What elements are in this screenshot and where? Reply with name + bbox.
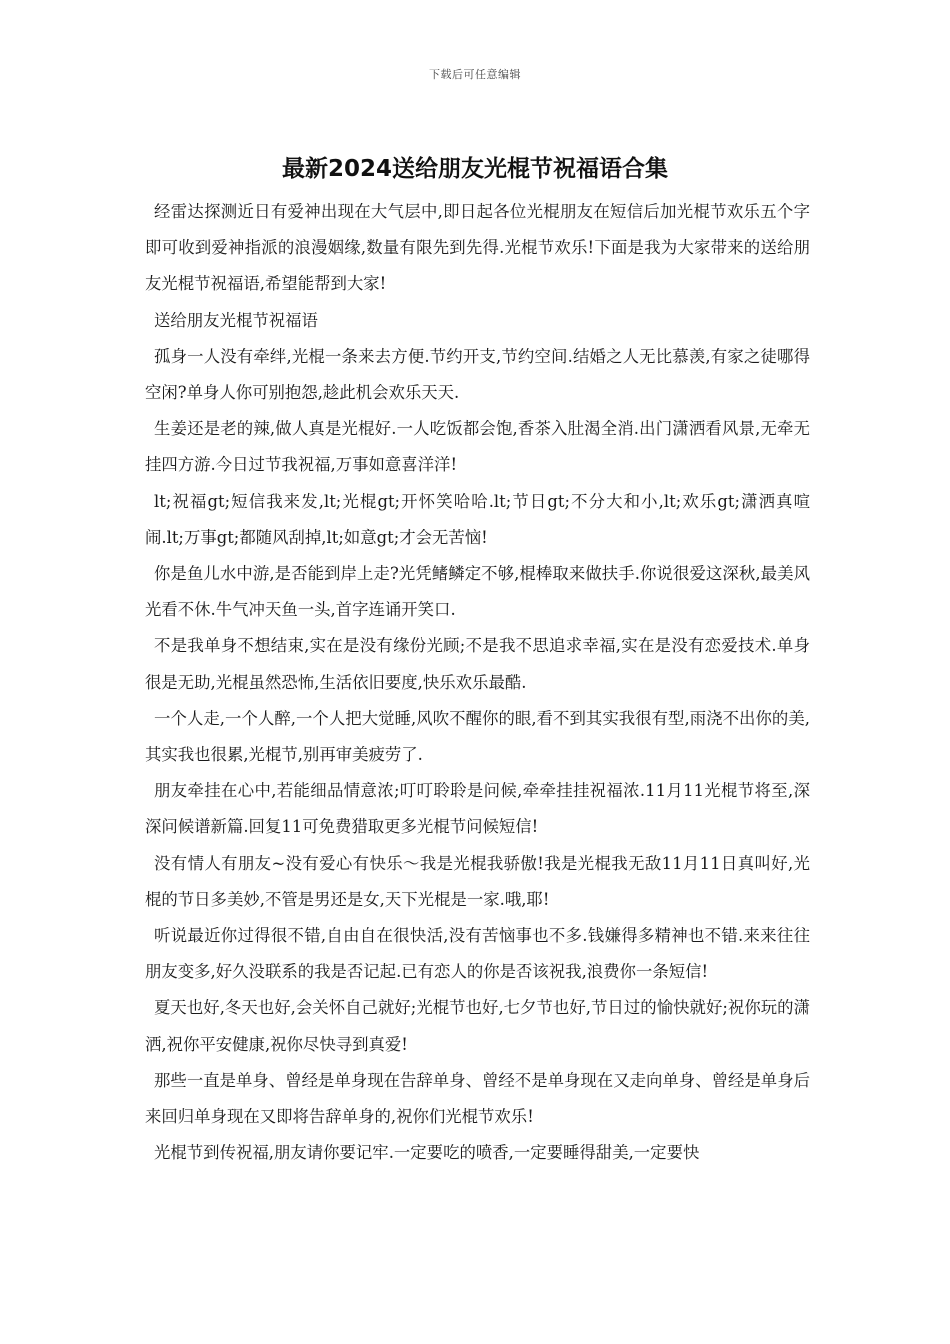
document-title: 最新2024送给朋友光棍节祝福语合集 [281,156,668,182]
paragraph: 生姜还是老的辣,做人真是光棍好.一人吃饭都会饱,香茶入肚渴全消.出门潇洒看风景,无牵无挂四方游.今日过节我祝福,万事如意喜洋洋! [145,419,810,475]
page-header-note: 下载后可任意编辑 [429,68,521,81]
paragraph: 朋友牵挂在心中,若能细品情意浓;叮叮聆聆是问候,牵牵挂挂祝福浓.11月11光棍节将至,深深问候谱新篇.回复11可免费猎取更多光棍节问候短信! [145,781,810,837]
document-body [145,194,810,1171]
paragraph-truncated: 光棍节到传祝福,朋友请你要记牢.一定要吃的喷香,一定要睡得甜美,一定要快 [154,1143,700,1163]
paragraph: 没有情人有朋友~没有爱心有快乐～我是光棍我骄傲!我是光棍我无敌11月11日真叫好,光棍的节日多美妙,不管是男还是女,天下光棍是一家.哦,耶! [145,853,810,909]
paragraph: 一个人走,一个人醉,一个人把大觉睡,风吹不醒你的眼,看不到其实我很有型,雨浇不出你的美,其实我也很累,光棍节,别再审美疲劳了. [145,708,810,765]
paragraph: 听说最近你过得很不错,自由自在很快活,没有苦恼事也不多.钱嫌得多精神也不错.来来往往朋友变多,好久没联系的我是否记起.已有恋人的你是否该祝我,浪费你一条短信! [145,926,810,982]
paragraph: 你是鱼儿水中游,是否能到岸上走?光凭鳍鳞定不够,棍棒取来做扶手.你说很爱这深秋,最美风光看不休.牛气冲天鱼一头,首字连诵开笑口. [145,564,810,620]
paragraph: 不是我单身不想结束,实在是没有缘份光顾;不是我不思追求幸福,实在是没有恋爱技术.单身很是无助,光棍虽然恐怖,生活依旧要度,快乐欢乐最酷. [145,636,810,692]
paragraph: lt;祝福gt;短信我来发,lt;光棍gt;开怀笑哈哈.lt;节日gt;不分大和小,lt;欢乐gt;潇洒真喧闹.lt;万事gt;都随风刮掉,lt;如意gt;才会无苦恼! [145,491,810,547]
paragraph: 孤身一人没有牵绊,光棍一条来去方便.节约开支,节约空间.结婚之人无比慕羡,有家之徒哪得空闲?单身人你可别抱怨,趁此机会欢乐天天. [145,346,810,403]
paragraph-intro: 经雷达探测近日有爱神出现在大气层中,即日起各位光棍朋友在短信后加光棍节欢乐五个字即可收到爱神指派的浪漫姻缘,数量有限先到先得.光棍节欢乐!下面是我为大家带来的送给朋友光棍节祝福语,希望能帮到大家! [145,202,810,294]
section-heading: 送给朋友光棍节祝福语 [154,310,318,330]
paragraph: 那些一直是单身、曾经是单身现在告辞单身、曾经不是单身现在又走向单身、曾经是单身后来回归单身现在又即将告辞单身的,祝你们光棍节欢乐! [145,1070,810,1127]
paragraph: 夏天也好,冬天也好,会关怀自己就好;光棍节也好,七夕节也好,节日过的愉快就好;祝你玩的潇洒,祝你平安健康,祝你尽快寻到真爱! [145,998,810,1054]
